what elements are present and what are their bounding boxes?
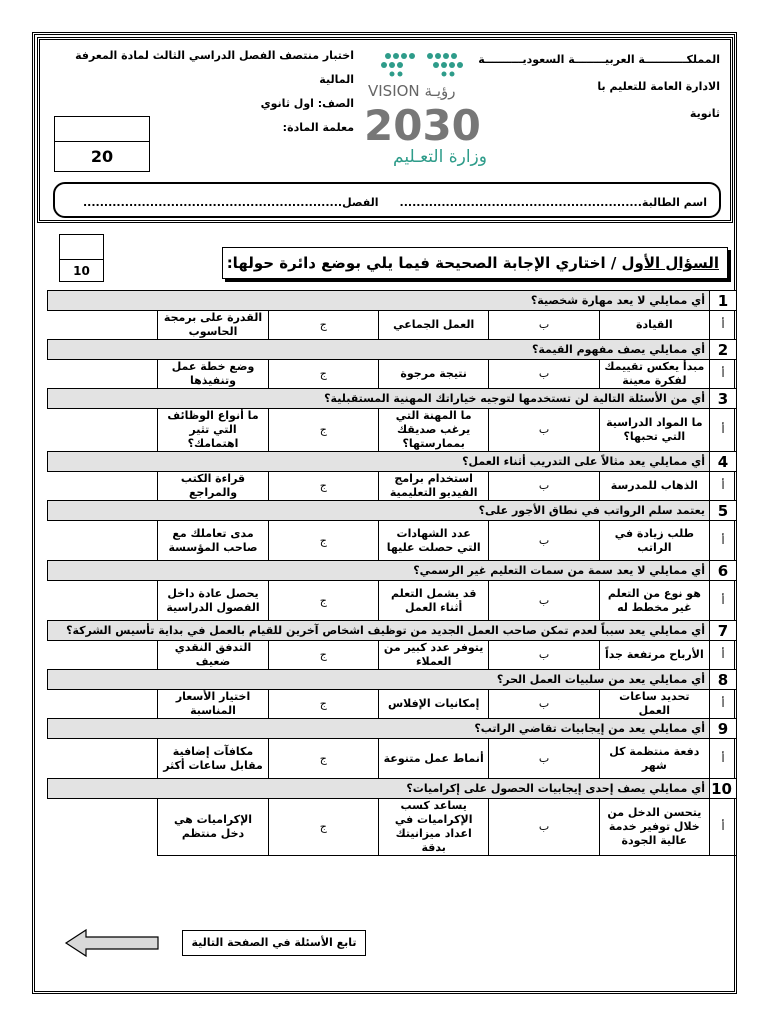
- spacer: [48, 521, 158, 561]
- option-c-letter: ج: [268, 690, 378, 719]
- option-b[interactable]: أنماط عمل متنوعة: [379, 739, 489, 779]
- option-a-letter: أ: [710, 641, 737, 670]
- spacer: [48, 641, 158, 670]
- option-c-letter: ج: [268, 581, 378, 621]
- option-c[interactable]: يحصل عادة داخل الفصول الدراسية: [158, 581, 268, 621]
- class-field[interactable]: الفصل..............................................................: [83, 196, 379, 209]
- option-a-letter: أ: [710, 311, 737, 340]
- options-row: [48, 409, 737, 452]
- option-a[interactable]: ما المواد الدراسية التي تحبها؟: [599, 409, 709, 452]
- option-c[interactable]: ما أنواع الوظائف التي تثير اهتمامك؟: [158, 409, 268, 452]
- options-row: [48, 799, 737, 856]
- option-c[interactable]: التدفق النقدي ضعيف: [158, 641, 268, 670]
- option-a-letter: أ: [710, 409, 737, 452]
- question-text: يعتمد سلم الرواتب في نطاق الأجور على؟: [48, 501, 710, 521]
- left-arrow-icon: [64, 928, 160, 958]
- svg-text:2030: 2030: [364, 101, 481, 150]
- question-row: [48, 561, 737, 581]
- score-blank[interactable]: [55, 117, 149, 142]
- option-c-letter: ج: [268, 311, 378, 340]
- option-c-letter: ج: [268, 409, 378, 452]
- question-row: [48, 501, 737, 521]
- vision-2030-logo: [348, 46, 498, 166]
- question-row: [48, 670, 737, 690]
- options-row: [48, 360, 737, 389]
- question-number: 9: [710, 719, 737, 739]
- question-number: 5: [710, 501, 737, 521]
- option-a[interactable]: هو نوع من التعلم غير مخطط له: [599, 581, 709, 621]
- option-b-letter: ب: [489, 521, 599, 561]
- spacer: [48, 739, 158, 779]
- options-row: [48, 311, 737, 340]
- option-c[interactable]: وضع خطة عمل وتنفيذها: [158, 360, 268, 389]
- grade-label: الصف: اول ثانوي: [260, 97, 354, 110]
- option-a-letter: أ: [710, 739, 737, 779]
- option-a[interactable]: القيادة: [599, 311, 709, 340]
- question-text: أي ممايلي يعد سبباً لعدم تمكن صاحب العمل الجديد من توظيف اشخاص آخرين للقيام بالعمل في بداية تأسيس الشركة؟: [48, 621, 710, 641]
- question-score-blank[interactable]: [60, 235, 103, 260]
- options-row: [48, 641, 737, 670]
- options-row: [48, 581, 737, 621]
- total-score: 20: [90, 147, 114, 166]
- question-number: 8: [710, 670, 737, 690]
- option-c[interactable]: مدى تعاملك مع صاحب المؤسسة: [158, 521, 268, 561]
- question-number: 1: [710, 291, 737, 311]
- option-c[interactable]: قراءة الكتب والمراجع: [158, 472, 268, 501]
- option-b-letter: ب: [489, 581, 599, 621]
- option-a-letter: أ: [710, 472, 737, 501]
- header-institution: [470, 46, 720, 127]
- option-c[interactable]: القدرة على برمجة الحاسوب: [158, 311, 268, 340]
- option-b-letter: ب: [489, 739, 599, 779]
- svg-text:وزارة التعـليم: وزارة التعـليم: [393, 147, 487, 166]
- option-a[interactable]: تحديد ساعات العمل: [599, 690, 709, 719]
- question-score-box: [59, 234, 104, 282]
- questions-table: [47, 290, 737, 856]
- school-label: ثانوية: [689, 107, 720, 120]
- option-c[interactable]: مكافآت إضافية مقابل ساعات أكثر: [158, 739, 268, 779]
- question-number: 3: [710, 389, 737, 409]
- option-a[interactable]: يتحسن الدخل من خلال توفير خدمة عالية الجودة: [599, 799, 709, 856]
- header: [37, 37, 733, 223]
- question-row: [48, 452, 737, 472]
- student-name-field[interactable]: اسم الطالبة..........................................................: [399, 196, 707, 209]
- question-number: 10: [710, 779, 737, 799]
- option-c-letter: ج: [268, 521, 378, 561]
- student-info-box: [53, 182, 721, 218]
- option-b[interactable]: نتيجة مرجوة: [379, 360, 489, 389]
- spacer: [48, 409, 158, 452]
- options-row: [48, 690, 737, 719]
- question-title-rest: / اختاري الإجابة الصحيحة فيما يلي بوضع دائرة حولها:: [226, 254, 622, 272]
- option-b[interactable]: ما المهنة التي يرغب صديقك بممارستها؟: [379, 409, 489, 452]
- question-text: أي ممايلي لا يعد مهارة شخصية؟: [48, 291, 710, 311]
- option-a-letter: أ: [710, 799, 737, 856]
- question-number: 7: [710, 621, 737, 641]
- option-b[interactable]: عدد الشهادات التي حصلت عليها: [379, 521, 489, 561]
- kingdom-label: المملكـــــــــــة العربيــــــــة السعوديــــــــــة: [478, 53, 720, 66]
- question-text: أي ممايلي يعد مثالاً على التدريب أثناء العمل؟: [48, 452, 710, 472]
- option-a[interactable]: مبدأ يعكس تقييمك لفكرة معينة: [599, 360, 709, 389]
- question-text: أي ممايلي يصف مفهوم القيمة؟: [48, 340, 710, 360]
- question-number: 2: [710, 340, 737, 360]
- option-c-letter: ج: [268, 472, 378, 501]
- question-text: أي ممايلي لا يعد سمة من سمات التعليم غير الرسمي؟: [48, 561, 710, 581]
- spacer: [48, 799, 158, 856]
- option-c-letter: ج: [268, 799, 378, 856]
- total-score-box: [54, 116, 150, 172]
- continue-note: تابع الأسئلة في الصفحة التالية: [182, 930, 366, 956]
- option-b[interactable]: العمل الجماعي: [379, 311, 489, 340]
- question-score: 10: [73, 264, 90, 278]
- question-row: [48, 389, 737, 409]
- option-c[interactable]: الإكراميات هي دخل منتظم: [158, 799, 268, 856]
- option-c[interactable]: اختيار الأسعار المناسبة: [158, 690, 268, 719]
- option-a-letter: أ: [710, 521, 737, 561]
- option-c-letter: ج: [268, 641, 378, 670]
- exam-title: اختبار منتصف الفصل الدراسي الثالث لمادة المعرفة المالية: [75, 49, 354, 86]
- vision-dots-icon: [348, 46, 498, 166]
- option-b-letter: ب: [489, 472, 599, 501]
- question-text: أي ممايلي يعد من إيجابيات تقاضي الراتب؟: [48, 719, 710, 739]
- option-a-letter: أ: [710, 360, 737, 389]
- option-b[interactable]: إمكانيات الإفلاس: [379, 690, 489, 719]
- teacher-label: معلمة المادة:: [282, 121, 354, 134]
- question-row: [48, 340, 737, 360]
- question-title-prefix: السؤال الأول: [621, 254, 719, 272]
- spacer: [48, 360, 158, 389]
- option-b[interactable]: قد يشمل التعلم أثناء العمل: [379, 581, 489, 621]
- options-row: [48, 521, 737, 561]
- question-number: 6: [710, 561, 737, 581]
- option-a[interactable]: الأرباح مرتفعة جداً: [599, 641, 709, 670]
- option-a-letter: أ: [710, 581, 737, 621]
- question-text: أي من الأسئلة التالية لن تستخدمها لتوجيه خياراتك المهنية المستقبلية؟: [48, 389, 710, 409]
- admin-label: الادارة العامة للتعليم با: [597, 80, 720, 93]
- spacer: [48, 581, 158, 621]
- option-a-letter: أ: [710, 690, 737, 719]
- spacer: [48, 690, 158, 719]
- question-text: أي ممايلي يعد من سلبيات العمل الحر؟: [48, 670, 710, 690]
- question-row: [48, 779, 737, 799]
- question-row: [48, 719, 737, 739]
- option-b-letter: ب: [489, 641, 599, 670]
- spacer: [48, 472, 158, 501]
- option-b[interactable]: يساعد كسب الإكراميات في اعداد ميزانيتك بدقة: [379, 799, 489, 856]
- question-text: أي ممايلي يصف إحدى إيجابيات الحصول على إكراميات؟: [48, 779, 710, 799]
- option-a[interactable]: طلب زيادة في الراتب: [599, 521, 709, 561]
- option-c-letter: ج: [268, 360, 378, 389]
- spacer: [48, 311, 158, 340]
- question-title: [222, 247, 728, 279]
- options-row: [48, 739, 737, 779]
- option-a[interactable]: دفعة منتظمة كل شهر: [599, 739, 709, 779]
- option-b-letter: ب: [489, 799, 599, 856]
- option-a[interactable]: الذهاب للمدرسة: [599, 472, 709, 501]
- option-b[interactable]: استخدام برامج الفيديو التعليمية: [379, 472, 489, 501]
- svg-text:VISION رؤيـة: VISION رؤيـة: [368, 82, 456, 100]
- question-row: [48, 291, 737, 311]
- option-b-letter: ب: [489, 690, 599, 719]
- option-b-letter: ب: [489, 360, 599, 389]
- options-row: [48, 472, 737, 501]
- option-b-letter: ب: [489, 311, 599, 340]
- question-row: [48, 621, 737, 641]
- option-b[interactable]: يتوفر عدد كبير من العملاء: [379, 641, 489, 670]
- option-c-letter: ج: [268, 739, 378, 779]
- question-number: 4: [710, 452, 737, 472]
- option-b-letter: ب: [489, 409, 599, 452]
